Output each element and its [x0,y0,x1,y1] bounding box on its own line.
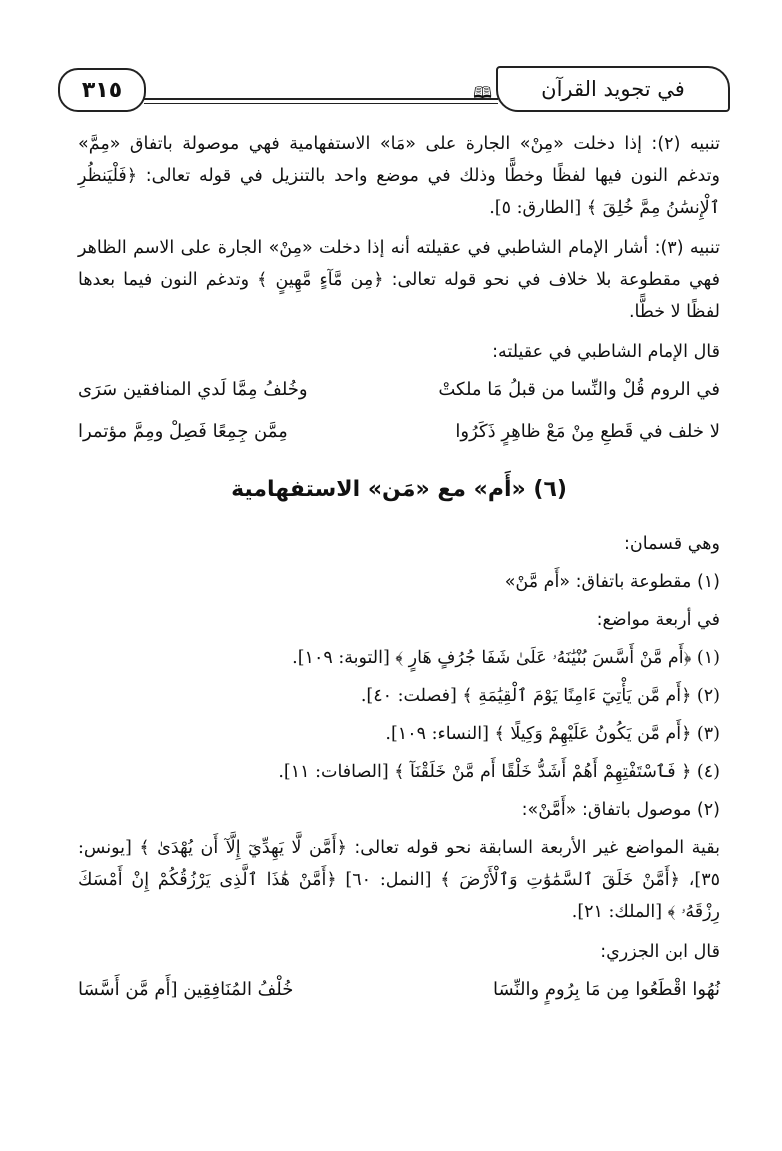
remaining-places [78,832,720,928]
remaining-line-3: رِزْقَهُۥ ﴾ [الملك: ٢١]. [571,902,720,922]
types-intro: وهي قسمان: [623,534,720,554]
jazari-intro: قال ابن الجزري: [600,942,720,962]
header-rule [144,98,498,100]
remaining-line-2: [يونس: ٣٥]، ﴿أَمَّنْ خَلَقَ ٱلسَّمَٰوَٰتِ وَٱلْأَرْضَ ﴾ [النمل: ٦٠] ﴿أَمَّنْ هَٰذَا ٱلَّذِى يَرْزُقُكُمْ إِنْ أَمْسَكَ [78,838,720,890]
note-3-line-1: تنبيه (٣): أشار الإمام الشاطبي في عقيلته أنه إذا دخلت «مِنْ» الجارة على الاسم [133,238,720,258]
verse-2-first-hemistich: لا خلف في قَطعِ مِنْ مَعْ ظاهِرٍ ذَكَرُوا [455,421,720,442]
book-stand-icon: 🕮 [473,83,492,102]
running-title: في تجويد القرآن [496,66,730,112]
jazari-second-hemistich: خُلْفُ المُنَافِقِين [أَم مَّن أَسَّسَا [78,979,294,1000]
jazari-first-hemistich: نُهُوا اقْطَعُوا مِن مَا بِرُومٍ والنِّسَا [493,979,720,1000]
list-item-2: (٢) ﴿أَم مَّن يَأْتِيٓ ءَامِنًا يَوْمَ ٱلْقِيَٰمَةِ ﴾ [فصلت: ٤٠]. [360,686,720,706]
note-2-line-1: تنبيه (٢): إذا دخلت «مِنْ» الجارة على «مَا» الاستفهامية فهي موصولة باتفاق «مِمَّ» [78,134,720,154]
header-rule-thin [144,103,498,104]
list-item-4: (٤) ﴿ فَٱسْتَفْتِهِمْ أَهُمْ أَشَدُّ خَلْقًا أَم مَّنْ خَلَقْنَآ ﴾ [الصافات: ١١]. [278,762,720,782]
note-2-line-3: ٱلْإِنسَٰنُ مِمَّ خُلِقَ ﴾ [الطارق: ٥]. [489,198,720,218]
places-intro: في أربعة مواضع: [596,610,720,630]
verse-1-second-hemistich: وخُلفُ مِمَّا لَدي المنافقين سَرَى [78,379,308,400]
section-title: (٦) «أَم» مع «مَن» الاستفهامية [231,477,567,502]
shatibi-verse-1 [78,374,720,406]
page-number: ٣١٥ [58,68,146,112]
jazari-verse [78,974,720,1006]
verse-2-second-hemistich: مِمَّن جِمِعًا فَصِلْ ومِمَّ مؤتمرا [78,421,288,442]
note-2-line-2: وتدغم النون فيها لفظًا وخطًّا وذلك في موضع واحد بالتنزيل في قوله تعالى: ﴿فَلْيَنظُرِ [78,166,720,186]
shatibi-intro: قال الإمام الشاطبي في عقيلته: [492,342,720,362]
note-3-line-2: الظاهر فهي مقطوعة بلا خلاف في نحو قوله تعالى: ﴿مِن مَّآءٍ مَّهِينٍ ﴾ وتدغم النون فيما [78,238,720,290]
remaining-line-1: بقية المواضع غير الأربعة السابقة نحو قوله تعالى: ﴿أَمَّن لَّا يَهِدِّيٓ إِلَّآ أَن يُهْدَىٰ ﴾ [139,838,720,858]
page-body [78,128,720,1016]
list-item-3: (٣) ﴿أَم مَّن يَكُونُ عَلَيْهِمْ وَكِيلًا ﴾ [النساء: ١٠٩]. [385,724,720,744]
joined-label: (٢) موصول باتفاق: «أَمَّنْ»: [521,800,720,820]
list-item-1: (١) ﴿أَم مَّنْ أَسَّسَ بُنْيَٰنَهُۥ عَلَىٰ شَفَا جُرُفٍ هَارٍ ﴾ [التوبة: ١٠٩]. [292,648,720,668]
note-3 [78,232,720,328]
note-3-line-3: بعدها لفظًا لا خطًّا. [78,270,720,322]
shatibi-verse-2 [78,416,720,448]
note-2 [78,128,720,224]
cut-label: (١) مقطوعة باتفاق: «أَم مَّنْ» [504,572,720,592]
verse-1-first-hemistich: في الروم قُلْ والنِّسا من قبلُ مَا ملكتْ [438,379,720,400]
page-header [58,62,730,122]
